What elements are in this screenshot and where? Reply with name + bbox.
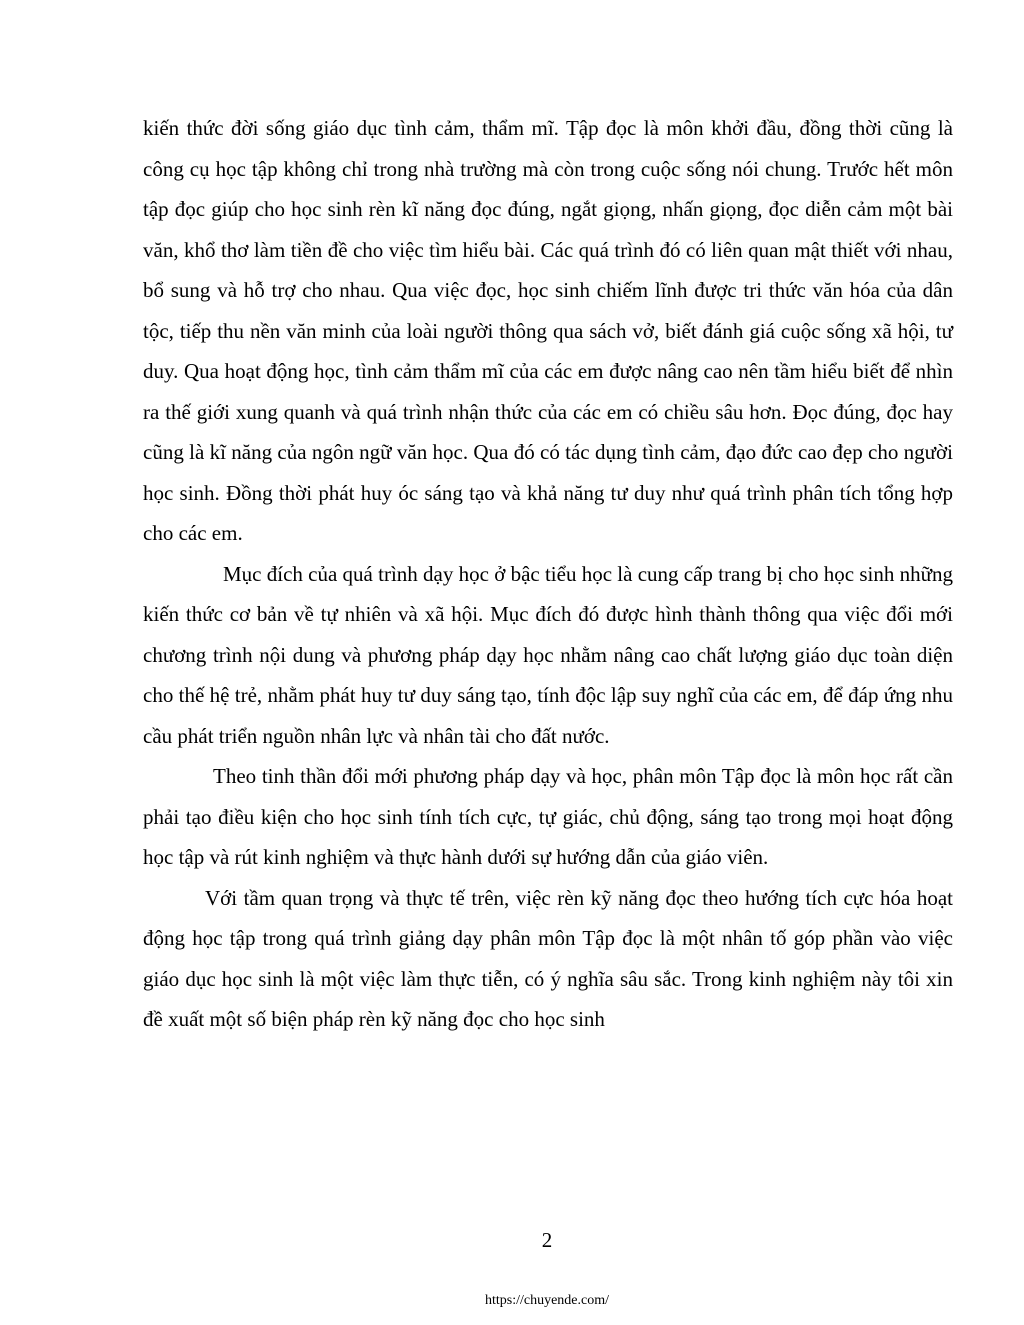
paragraph-2: Mục đích của quá trình dạy học ở bậc tiểu học là cung cấp trang bị cho học sinh những kiến thức cơ bản về tự nhiên và xã hội. Mục đích đó được hình thành thông qua việc đổi mới chương trình nội dung và phương pháp dạy học nhằm nâng cao chất lượng giáo dục toàn diện cho thế hệ trẻ, nhằm phát huy tư duy sáng tạo, tính độc lập suy nghĩ của các em, để đáp ứng nhu cầu phát triển nguồn nhân lực và nhân tài cho đất nước. [143, 561, 953, 748]
footer-url[interactable]: https://chuyende.com/ [484, 1293, 610, 1308]
body-text [143, 108, 953, 1040]
paragraph-4: Với tầm quan trọng và thực tế trên, việc rèn kỹ năng đọc theo hướng tích cực hóa hoạt động học tập trong quá trình giảng dạy phân môn Tập đọc là một nhân tố góp phần vào việc giáo dục học sinh là một việc làm thực tiễn, có ý nghĩa sâu sắc. Trong kinh nghiệm này tôi xin đề xuất một số biện pháp rèn kỹ năng đọc cho học sinh [143, 885, 953, 1031]
paragraph-3: Theo tinh thần đổi mới phương pháp dạy và học, phân môn Tập đọc là môn học rất cần phải tạo điều kiện cho học sinh tính tích cực, tự giác, chủ động, sáng tạo trong mọi hoạt động học tập và rút kinh nghiệm và thực hành dưới sự hướng dẫn của giáo viên. [143, 764, 953, 869]
paragraph-1: kiến thức đời sống giáo dục tình cảm, thẩm mĩ. Tập đọc là môn khởi đầu, đồng thời cũng là công cụ học tập không chỉ trong nhà trường mà còn trong cuộc sống nói chung. Trước hết môn tập đọc giúp cho học sinh rèn kĩ năng đọc đúng, ngắt giọng, nhấn giọng, đọc diễn cảm một bài văn, khổ thơ làm tiền đề cho việc tìm hiểu bài. Các quá trình đó có liên quan mật thiết với nhau, bổ sung và hỗ trợ cho nhau. Qua việc đọc, học sinh chiếm lĩnh được tri thức văn hóa của dân tộc, tiếp thu nền văn minh của loài người thông qua sách vở, biết đánh giá cuộc sống xã hội, tư duy. Qua hoạt động học, tình cảm thẩm mĩ của các em được nâng cao nên tầm hiểu biết để nhìn ra thế giới xung quanh và quá trình nhận thức của các em có chiều sâu hơn. Đọc đúng, đọc hay cũng là kĩ năng của ngôn ngữ văn học. Qua đó có tác dụng tình cảm, đạo đức cao đẹp cho người học sinh. Đồng thời phát huy óc sáng tạo và khả năng tư duy như quá trình phân tích tổng hợp cho các em. [143, 116, 953, 545]
page-number: 2 [541, 1228, 553, 1252]
